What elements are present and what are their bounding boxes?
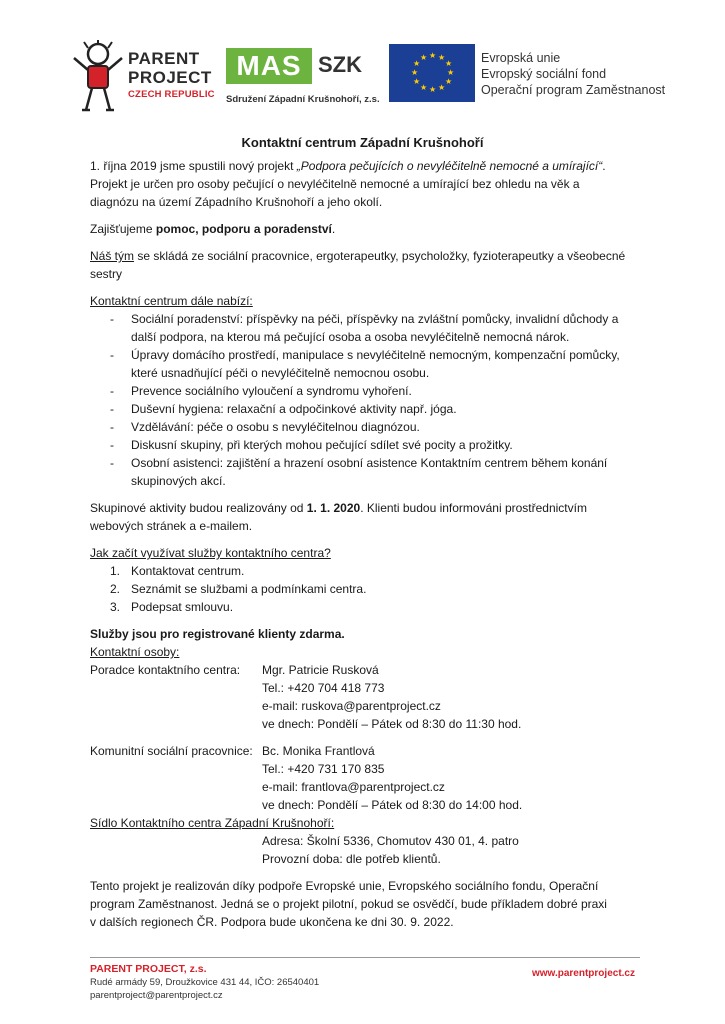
free-services-note: Služby jsou pro registrované klienty zdarma. <box>90 627 345 641</box>
logo-text-parent: PARENT <box>128 49 200 68</box>
mas-szk-logo <box>226 48 384 112</box>
list-item: - Vzdělávání: péče o osobu s nevyléčitelnou diagnózou. <box>110 420 420 434</box>
closing-line-3: v dalších regionech ČR. Podpora bude ukončena ke dni 30. 9. 2022. <box>90 915 454 929</box>
intro-line-2: Projekt je určen pro osoby pečující o nevyléčitelně nemocné a umírající bez ohledu na věk a <box>90 177 580 191</box>
intro-line-3: diagnózu na území Západního Krušnohoří a jeho okolí. <box>90 195 383 209</box>
footer-website-link[interactable]: www.parentproject.cz <box>532 968 635 979</box>
contact-name: Bc. Monika Frantlová <box>262 744 375 758</box>
list-item: - Sociální poradenství: příspěvky na péči, příspěvky na zvláštní pomůcky, invalidní důchody a <box>110 312 619 326</box>
footer-email[interactable]: parentproject@parentproject.cz <box>90 990 223 1001</box>
group-activities-line-2: webových stránek a e-mailem. <box>90 519 253 533</box>
logo-text-czech-republic: CZECH REPUBLIC <box>128 89 215 100</box>
footer-divider <box>90 957 640 958</box>
contacts-heading: Kontaktní osoby: <box>90 645 180 659</box>
howto-heading: Jak začít využívat služby kontaktního centra? <box>90 546 331 560</box>
mas-badge: MAS <box>226 48 312 84</box>
svg-text:★: ★ <box>413 77 421 86</box>
document-title: Kontaktní centrum Západní Krušnohoří <box>241 135 484 150</box>
list-item: - Duševní hygiena: relaxační a odpočinkové aktivity např. jóga. <box>110 402 457 416</box>
footer-address: Rudé armády 59, Droužkovice 431 44, IČO: 26540401 <box>90 977 320 988</box>
szk-text: SZK <box>318 52 362 77</box>
closing-line-2: program Zaměstnanost. Jedná se o projekt pilotní, pokud se osvědčí, bude příkladem dobré praxi <box>90 897 607 911</box>
list-item-continuation: skupinových akcí. <box>131 474 226 488</box>
seat-address: Adresa: Školní 5336, Chomutov 430 01, 4. patro <box>262 834 519 848</box>
closing-line-1: Tento projekt je realizován díky podpoře Evropské unie, Evropského sociálního fondu, Operační <box>90 879 599 893</box>
logo-text-project: PROJECT <box>128 68 212 87</box>
contact-hours: ve dnech: Pondělí – Pátek od 8:30 do 14:00 hod. <box>262 798 523 812</box>
intro-line-1: 1. října 2019 jsme spustili nový projekt „Podpora pečujících o nevyléčitelně nemocné a umírající“. <box>90 159 606 173</box>
step-text: Kontaktovat centrum. <box>131 564 245 578</box>
svg-text:★: ★ <box>445 59 453 68</box>
svg-text:★: ★ <box>413 59 421 68</box>
team-paragraph-line-1: Náš tým se skládá ze sociální pracovnice, ergoterapeutky, psycholožky, fyzioterapeutky a všeobecné <box>90 249 626 263</box>
step-number: 1. <box>110 564 121 578</box>
footer-organization: PARENT PROJECT, z.s. <box>90 963 207 975</box>
eu-text-union: Evropská unie <box>481 51 561 65</box>
offers-heading: Kontaktní centrum dále nabízí: <box>90 294 253 308</box>
contact-email: e-mail: ruskova@parentproject.cz <box>262 699 441 713</box>
child-figure-icon <box>70 40 126 115</box>
eu-text-program: Operační program Zaměstnanost <box>481 83 666 97</box>
svg-text:★: ★ <box>445 77 453 86</box>
list-item-continuation: které usnadňující péči o nevyléčitelně nemocnou osobu. <box>131 366 430 380</box>
parent-project-logo <box>70 40 230 115</box>
list-item: - Úpravy domácího prostředí, manipulace s nevyléčitelně nemocným, kompenzační pomůcky, <box>110 348 620 362</box>
list-item: - Diskusní skupiny, při kterých mohou pečující sdílet své pocity a prožitky. <box>110 438 513 452</box>
svg-text:★: ★ <box>420 53 428 62</box>
svg-text:★: ★ <box>447 68 455 77</box>
step-number: 2. <box>110 582 121 596</box>
contact-name: Mgr. Patricie Rusková <box>262 663 379 677</box>
svg-text:★: ★ <box>438 53 446 62</box>
eu-logo <box>389 44 689 106</box>
contact-phone: Tel.: +420 704 418 773 <box>262 681 385 695</box>
step-text: Seznámit se službami a podmínkami centra. <box>131 582 367 596</box>
list-item-continuation: další podpora, na kterou má pečující osoba a osoba nevyléčitelně nemocná nárok. <box>131 330 570 344</box>
contact-hours: ve dnech: Pondělí – Pátek od 8:30 do 11:30 hod. <box>262 717 522 731</box>
contact-role: Komunitní sociální pracovnice: <box>90 744 253 758</box>
seat-hours: Provozní doba: dle potřeb klientů. <box>262 852 441 866</box>
seat-heading: Sídlo Kontaktního centra Západní Krušnohoří: <box>90 816 335 830</box>
list-item: - Prevence sociálního vyloučení a syndromu vyhoření. <box>110 384 412 398</box>
svg-text:★: ★ <box>438 83 446 92</box>
contact-role: Poradce kontaktního centra: <box>90 663 241 677</box>
step-text: Podepsat smlouvu. <box>131 600 234 614</box>
svg-text:★: ★ <box>411 68 419 77</box>
list-item: - Osobní asistenci: zajištění a hrazení osobní asistence Kontaktním centrem během konání <box>110 456 608 470</box>
svg-text:★: ★ <box>429 51 437 60</box>
step-number: 3. <box>110 600 121 614</box>
contact-phone: Tel.: +420 731 170 835 <box>262 762 385 776</box>
group-activities-line-1: Skupinové aktivity budou realizovány od 1. 1. 2020. Klienti budou informováni prostřednictvím <box>90 501 587 515</box>
team-paragraph-line-2: sestry <box>90 267 123 281</box>
mas-subtitle: Sdružení Západní Krušnohoří, z.s. <box>226 94 380 105</box>
eu-flag-icon <box>389 44 475 102</box>
eu-text-fund: Evropský sociální fond <box>481 67 607 81</box>
contact-email: e-mail: frantlova@parentproject.cz <box>262 780 445 794</box>
svg-text:★: ★ <box>420 83 428 92</box>
svg-text:★: ★ <box>429 85 437 94</box>
ensure-paragraph: Zajišťujeme pomoc, podporu a poradenství. <box>90 222 336 236</box>
